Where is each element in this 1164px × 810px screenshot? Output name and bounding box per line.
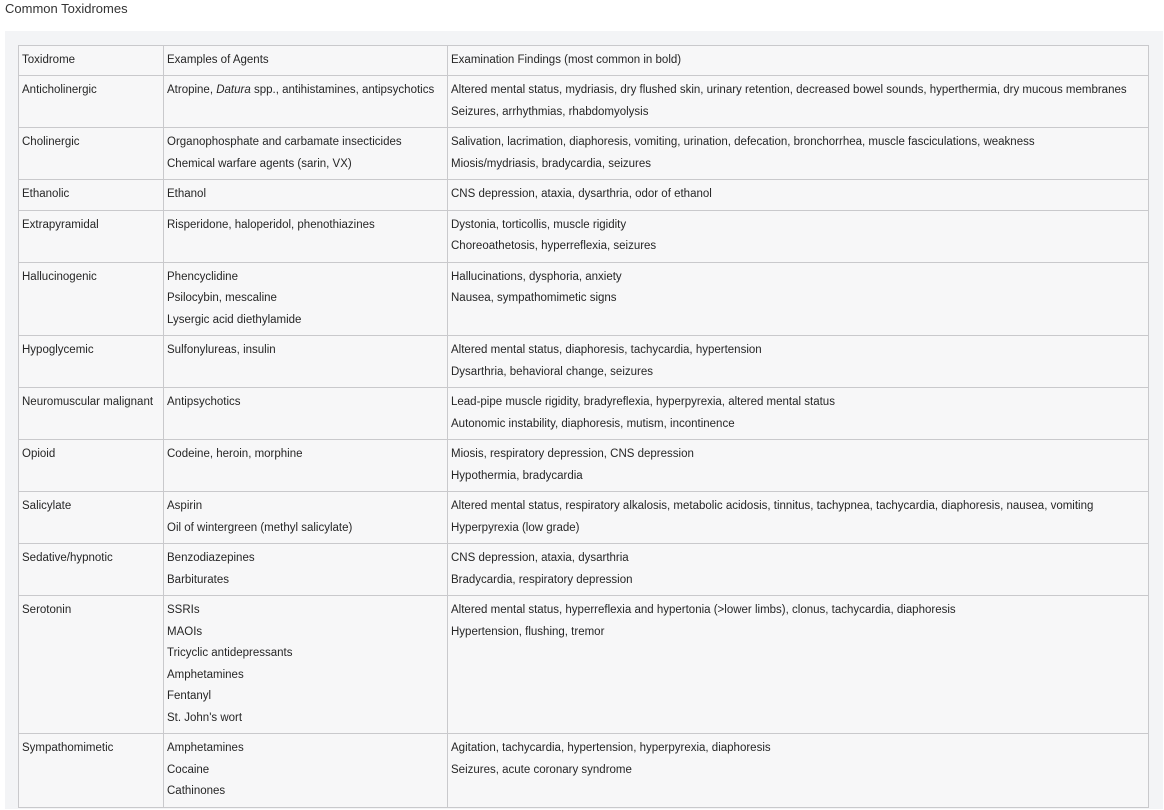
finding-line: CNS depression, ataxia, dysarthria [451, 552, 629, 564]
cell-agents [164, 734, 448, 808]
cell-findings [448, 76, 1149, 128]
cell-findings [448, 596, 1149, 734]
cell-toxidrome [19, 492, 164, 544]
cell-toxidrome [19, 128, 164, 180]
table-panel [5, 31, 1163, 809]
cell-toxidrome [19, 596, 164, 734]
cell-findings [448, 544, 1149, 596]
cell-toxidrome [19, 336, 164, 388]
agent-line: Antipsychotics [167, 396, 241, 408]
toxidrome-name: Hallucinogenic [22, 270, 97, 283]
toxidrome-name: Hypoglycemic [22, 344, 94, 356]
cell-findings [448, 492, 1149, 544]
cell-findings [448, 210, 1149, 262]
cell-agents [164, 596, 448, 734]
header-toxidrome: Toxidrome [19, 46, 164, 76]
cell-agents [164, 544, 448, 596]
finding-line: Hypothermia, bradycardia [451, 469, 583, 482]
table-body [19, 76, 1149, 808]
agent-line: Oil of wintergreen (methyl salicylate) [167, 521, 353, 534]
agent-line: Phencyclidine [167, 270, 238, 283]
agent-line: Barbiturates [167, 573, 230, 586]
table-row [19, 596, 1149, 734]
toxidrome-name: Serotonin [22, 604, 72, 616]
cell-agents [164, 262, 448, 336]
cell-toxidrome [19, 440, 164, 492]
agent-line: Cocaine [167, 763, 210, 776]
agent-line: Tricyclic antidepressants [167, 647, 293, 659]
toxidromes-table [18, 45, 1149, 808]
agent-line: Fentanyl [167, 690, 212, 702]
table-header [19, 46, 1149, 76]
finding-line: Seizures, arrhythmias, rhabdomyolysis [451, 105, 649, 118]
table-row [19, 440, 1149, 492]
cell-agents [164, 180, 448, 211]
finding-line: Dysarthria, behavioral change, seizures [451, 365, 653, 378]
finding-line: Seizures, acute coronary syndrome [451, 763, 632, 776]
finding-line: CNS depression, ataxia, dysarthria, odor of ethanol [451, 188, 712, 200]
cell-agents [164, 76, 448, 128]
toxidrome-name: Cholinergic [22, 136, 80, 148]
cell-toxidrome [19, 544, 164, 596]
finding-line: Salivation, lacrimation, diaphoresis, vomiting, urination, defecation, bronchorrhea, muscle fasciculations, weakness [451, 136, 1035, 148]
header-agents: Examples of Agents [164, 46, 448, 76]
table-row [19, 544, 1149, 596]
cell-agents [164, 336, 448, 388]
cell-agents [164, 210, 448, 262]
cell-agents [164, 128, 448, 180]
finding-line: Altered mental status, diaphoresis, tachycardia, hypertension [451, 344, 762, 356]
agent-line: Lysergic acid diethylamide [167, 313, 302, 326]
cell-toxidrome [19, 262, 164, 336]
finding-line: Hypertension, flushing, tremor [451, 625, 605, 638]
agent-line: SSRIs [167, 604, 200, 616]
finding-line: Altered mental status, hyperreflexia and hypertonia (>lower limbs), clonus, tachycardia, diaphoresis [451, 604, 956, 616]
agent-line [167, 80, 444, 102]
agent-line: Organophosphate and carbamate insecticides [167, 136, 402, 148]
cell-agents [164, 388, 448, 440]
finding-line: Dystonia, torticollis, muscle rigidity [451, 218, 627, 231]
finding-line: Lead-pipe muscle rigidity, bradyreflexia, hyperpyrexia, altered mental status [451, 396, 835, 408]
finding-line: Bradycardia, respiratory depression [451, 573, 633, 586]
cell-findings [448, 734, 1149, 808]
cell-findings [448, 388, 1149, 440]
agent-line: Psilocybin, mescaline [167, 292, 277, 304]
agent-line: Risperidone, haloperidol, phenothiazines [167, 218, 375, 231]
agent-line: Ethanol [167, 188, 207, 200]
toxidrome-name: Extrapyramidal [22, 218, 99, 231]
finding-line: Nausea, sympathomimetic signs [451, 292, 617, 304]
agent-line: Amphetamines [167, 742, 244, 754]
finding-line: Altered mental status, respiratory alkalosis, metabolic acidosis, tinnitus, tachypnea, tachycardia, diaphoresis, nausea, vomiting [451, 500, 1094, 512]
toxidrome-name: Salicylate [22, 500, 72, 512]
agent-line: St. John's wort [167, 711, 243, 724]
cell-toxidrome [19, 734, 164, 808]
cell-findings [448, 180, 1149, 211]
cell-agents [164, 440, 448, 492]
table-row [19, 210, 1149, 262]
finding-line: Hyperpyrexia (low grade) [451, 521, 580, 534]
toxidrome-name: Neuromuscular malignant [22, 396, 154, 408]
table-row [19, 180, 1149, 211]
cell-toxidrome [19, 76, 164, 128]
agent-line: Codeine, heroin, morphine [167, 448, 303, 460]
agent-italic-text: Datura [216, 84, 251, 96]
agent-line: Sulfonylureas, insulin [167, 344, 276, 356]
toxidrome-name: Sympathomimetic [22, 742, 114, 754]
cell-findings [448, 128, 1149, 180]
agent-text: spp., antihistamines, antipsychotics [250, 84, 435, 96]
table-row [19, 76, 1149, 128]
table-row [19, 262, 1149, 336]
agent-line: MAOIs [167, 625, 203, 638]
cell-findings [448, 262, 1149, 336]
cell-agents [164, 492, 448, 544]
table-row [19, 336, 1149, 388]
cell-toxidrome [19, 388, 164, 440]
agent-line: Cathinones [167, 785, 226, 797]
finding-line: Hallucinations, dysphoria, anxiety [451, 270, 622, 283]
table-row [19, 734, 1149, 808]
finding-line: Autonomic instability, diaphoresis, mutism, incontinence [451, 417, 735, 430]
agent-line: Chemical warfare agents (sarin, VX) [167, 157, 352, 170]
cell-findings [448, 336, 1149, 388]
agent-line: Benzodiazepines [167, 552, 255, 564]
cell-toxidrome [19, 210, 164, 262]
finding-line: Altered mental status, mydriasis, dry flushed skin, urinary retention, decreased bowel sounds, hyperthermia, dry mucous membranes [451, 84, 1127, 96]
cell-findings [448, 440, 1149, 492]
toxidrome-name: Anticholinergic [22, 84, 97, 96]
table-row [19, 388, 1149, 440]
header-row [19, 46, 1149, 76]
finding-line: Miosis/mydriasis, bradycardia, seizures [451, 157, 652, 170]
agent-line: Amphetamines [167, 668, 244, 681]
toxidrome-name: Ethanolic [22, 188, 70, 200]
header-findings: Examination Findings (most common in bold) [448, 46, 1149, 76]
cell-toxidrome [19, 180, 164, 211]
table-row [19, 492, 1149, 544]
finding-line: Choreoathetosis, hyperreflexia, seizures [451, 240, 657, 252]
agent-text: Atropine, [167, 84, 217, 96]
page-title: Common Toxidromes [5, 1, 128, 16]
agent-line: Aspirin [167, 500, 203, 512]
toxidrome-name: Sedative/hypnotic [22, 552, 113, 564]
finding-line: Miosis, respiratory depression, CNS depression [451, 448, 694, 460]
table-row [19, 128, 1149, 180]
finding-line: Agitation, tachycardia, hypertension, hyperpyrexia, diaphoresis [451, 742, 771, 754]
toxidrome-name: Opioid [22, 448, 56, 460]
